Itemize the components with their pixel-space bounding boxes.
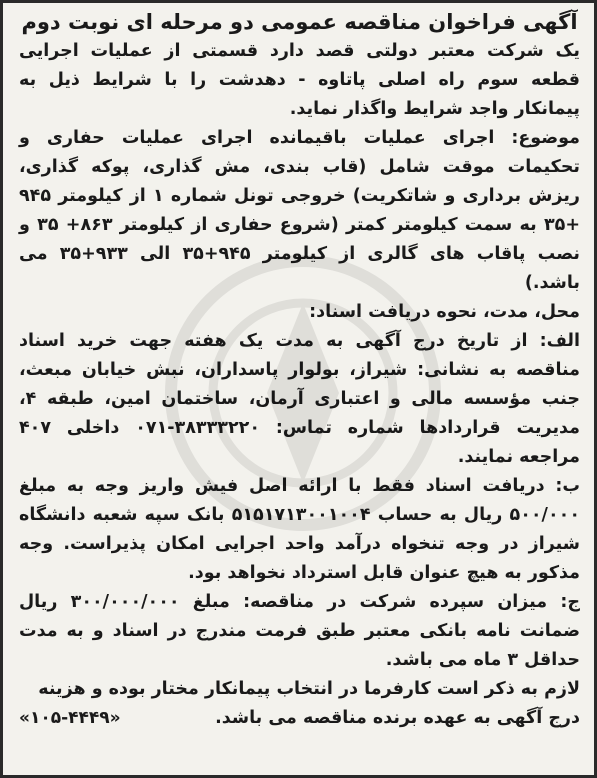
item-c: ج: میزان سپرده شرکت در مناقصه: مبلغ ۳۰۰/۰۰۰/۰۰۰ ریال ضمانت نامه بانکی معتبر طبق فرمت مندرج در اسناد و به مدت حداقل ۳ ماه می باشد. (19, 592, 580, 670)
notice-subject: موضوع: اجرای عملیات باقیمانده اجرای عملیات حفاری و تحکیمات موقت شامل (قاب بندی، مش گذاری، پوکه گذاری، ریزش برداری و شاتکریت) خروجی تونل شماره ۱ از کیلومتر ۹۴۵ +۳۵ به سمت کیلومتر کمتر (شروع حفاری از کیلومتر ۸۶۳+ ۳۵ و نصب پاقاب های گالری از کیلومتر ۹۴۵+۳۵ الی ۹۳۳+۳۵ می باشد.) (19, 128, 581, 293)
closing-note: لازم به ذکر است کارفرما در انتخاب پیمانکار مختار بوده و هزینه (38, 679, 580, 699)
location-heading: محل، مدت، نحوه دریافت اسناد: (309, 302, 580, 322)
footer-line (19, 704, 580, 733)
notice-title: آگهی فراخوان مناقصه عمومی دو مرحله ای نوبت دوم (21, 10, 578, 34)
reference-number: «۱۰۵-۴۴۴۹» (19, 708, 121, 728)
notice-intro: یک شرکت معتبر دولتی قصد دارد قسمتی از عملیات اجرایی قطعه سوم راه اصلی پاتاوه - دهدشت را با شرایط ذیل به پیمانکار واجد شرایط واگذار نماید. (19, 41, 580, 119)
item-b: ب: دریافت اسناد فقط با ارائه اصل فیش واریز وجه به مبلغ ۵۰۰/۰۰۰ ریال به حساب ۵۱۵۱۷۱۳۰۰۱۰۰۴ بانک سپه شعبه دانشگاه شیراز در وجه تنخواه درآمد واحد اجرایی امکان پذیراست. وجه مذکور به هیچ عنوان قابل استرداد نخواهد بود. (19, 476, 580, 583)
closing-note-end: درج آگهی به عهده برنده مناقصه می باشد. (215, 708, 580, 728)
item-a: الف: از تاریخ درج آگهی به مدت یک هفته جهت خرید اسناد مناقصه به نشانی: شیراز، بولوار پاسداران، نبش خیابان مبعث، جنب مؤسسه مالی و اعتباری آرمان، ساختمان امین، طبقه ۴، مدیریت قراردادها شماره تماس: ۳۸۳۳۳۲۲۰-۰۷۱ داخلی ۴۰۷ مراجعه نمایند. (19, 331, 580, 467)
